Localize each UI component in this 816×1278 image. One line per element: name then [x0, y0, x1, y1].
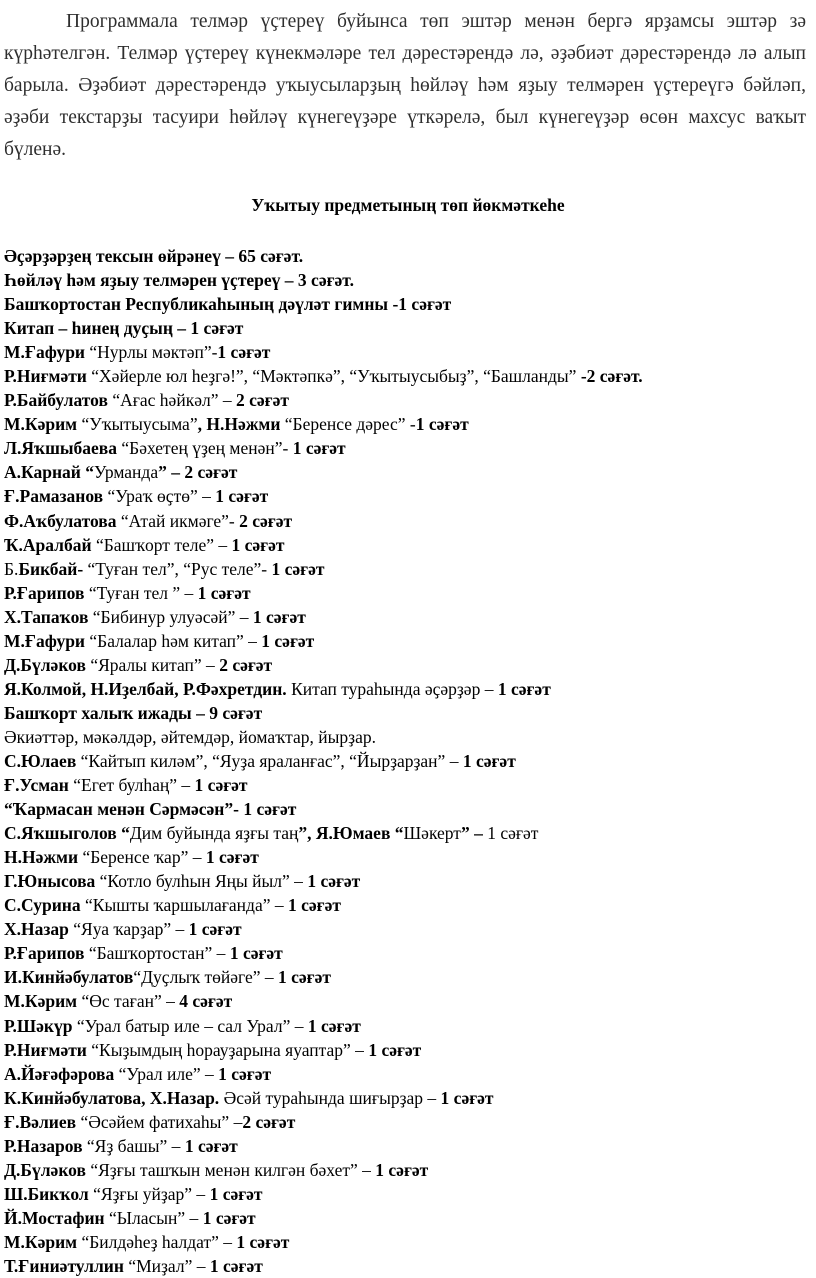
bold-text: С.Яҡшыголов “: [4, 823, 130, 844]
content-line: [4, 1014, 816, 1038]
bold-text: 1 сәғәт: [184, 1135, 238, 1156]
content-line: [4, 364, 816, 388]
section-heading: Уҡытыу предметының төп йөкмәткеһе: [251, 195, 565, 215]
bold-text: А.Йәғәфәрова: [4, 1063, 115, 1084]
content-line: [4, 989, 816, 1013]
bold-text: 1 сәғәт: [261, 630, 315, 651]
bold-text: 1 сәғәт: [375, 1159, 429, 1180]
bold-text: Ғ.Вәлиев: [4, 1111, 77, 1132]
regular-text: “Яуа ҡарҙар” –: [68, 919, 189, 940]
bold-text: 1 сәғәт: [229, 943, 283, 964]
bold-text: Башҡорт халыҡ ижады – 9 сәғәт: [4, 702, 263, 723]
bold-text: 1 сәғәт: [368, 1039, 422, 1060]
bold-text: 1 сәғәт: [209, 1183, 263, 1204]
bold-text: Бикбай-: [18, 558, 84, 579]
regular-text: “Уҡытыусыма”: [77, 414, 198, 435]
bold-text: 1 сәғәт: [188, 919, 242, 940]
bold-text: 1 сәғәт: [307, 1015, 361, 1036]
bold-text: 1 сәғәт: [292, 438, 346, 459]
bold-text: 2 сәғәт: [242, 1111, 296, 1132]
regular-text: “Бибинур улуәсәй” –: [88, 606, 253, 627]
content-line: [4, 821, 816, 845]
bold-text: Г.Юнысова: [4, 871, 96, 892]
regular-text: Дим буйында яҙғы таң: [129, 823, 299, 844]
bold-text: , Н.Нәжми: [197, 414, 281, 435]
regular-text: “Дуҫлыҡ төйәге” –: [133, 967, 278, 988]
bold-text: -2 сәғәт.: [580, 366, 643, 387]
bold-text: 1 сәғәт: [215, 486, 269, 507]
bold-text: Й.Мостафин: [4, 1207, 105, 1228]
regular-text: “Башҡорт теле” –: [91, 534, 232, 555]
content-line: [4, 292, 816, 316]
bold-text: Ф.Аҡбулатова: [4, 510, 117, 531]
regular-text: Б.: [4, 558, 19, 579]
bold-text: 1 сәғәт: [497, 678, 551, 699]
content-line: [4, 845, 816, 869]
content-line: [4, 605, 816, 629]
regular-text: “Егет булһаң” –: [68, 775, 195, 796]
regular-text: “Хәйерле юл һеҙгә!”, “Мәктәпкә”, “Уҡытыусыбыҙ”, “Башланды”: [86, 366, 581, 387]
content-line: [4, 436, 816, 460]
regular-text: “Яҙғы ташҡын менән килгән бәхет” –: [85, 1159, 376, 1180]
content-line: [4, 701, 816, 725]
content-line: [4, 869, 816, 893]
content-line: [4, 1110, 816, 1134]
bold-text: Р.Байбулатов: [4, 390, 108, 411]
bold-text: Т.Ғиниәтуллин: [4, 1255, 124, 1276]
regular-text: “Туған тел”, “Рус теле”-: [83, 558, 272, 579]
bold-text: Х.Тапаҡов: [4, 606, 89, 627]
bold-text: 1 сәғәт: [307, 871, 361, 892]
bold-text: 1 сәғәт: [218, 1063, 272, 1084]
content-line: [4, 797, 816, 821]
bold-text: М.Ғафури: [4, 342, 86, 363]
bold-text: М.Кәрим: [4, 414, 78, 435]
content-line: [4, 388, 816, 412]
regular-text: “Балалар һәм китап” –: [85, 630, 262, 651]
bold-text: 1 сәғәт: [202, 1207, 256, 1228]
bold-text: Башҡортостан Республикаһының дәүләт гимны -1 сәғәт: [4, 294, 452, 315]
bold-text: Р.Ғарипов: [4, 582, 85, 603]
content-line: [4, 893, 816, 917]
content-line: [4, 725, 816, 749]
bold-text: 2 сәғәт: [235, 390, 289, 411]
regular-text: “Өс таған” –: [77, 991, 180, 1012]
content-line: [4, 316, 816, 340]
bold-text: Ш.Бикҡол: [4, 1183, 89, 1204]
content-line: [4, 749, 816, 773]
content-line: [4, 653, 816, 677]
regular-text: Шәкерт: [403, 823, 461, 844]
content-line: [4, 1062, 816, 1086]
bold-text: 1 сәғәт: [197, 582, 251, 603]
bold-text: Р.Ғарипов: [4, 943, 85, 964]
regular-text: 1 сәғәт: [482, 823, 539, 844]
content-line: [4, 1158, 816, 1182]
bold-text: С.Юлаев: [4, 750, 77, 771]
content-line: [4, 244, 816, 268]
intro-paragraph: Программала телмәр үҫтереү буйынса төп эштәр менән бергә ярҙамсы эштәр зә күрһәтелгән. Телмәр үҫтереү күнекмәләре тел дәрестәрендә лә, әҙәбиәт дәрестәрендә лә алып барыла. Әҙәбиәт дәрестәрендә уҡыусыларҙың һөйләү һәм яҙыу телмәрен үҫтереүгә бәйләп, әҙәби текстарҙы тасуири һөйләү күнегеүҙәре үткәрелә, был күнегеүҙәр өсөн махсус ваҡыт бүленә.: [4, 11, 806, 160]
regular-text: “Башҡортостан” –: [84, 943, 230, 964]
bold-text: 1 сәғәт: [252, 606, 306, 627]
regular-text: “Яҙғы уйҙар” –: [88, 1183, 210, 1204]
bold-text: 1 сәғәт: [231, 534, 285, 555]
regular-text: “Туған тел ” –: [84, 582, 198, 603]
regular-text: “Котло булһын Яңы йыл” –: [95, 871, 308, 892]
bold-text: 1 сәғәт: [415, 414, 469, 435]
regular-text: “Нурлы мәктәп”-: [85, 342, 218, 363]
regular-text: Әкиәттәр, мәкәлдәр, әйтемдәр, йомаҡтар, йырҙар.: [4, 726, 376, 747]
bold-text: 1 сәғәт: [271, 558, 325, 579]
regular-text: “Яҙ башы” –: [82, 1135, 185, 1156]
content-line: [4, 1086, 816, 1110]
bold-text: 1 сәғәт: [205, 847, 259, 868]
regular-text: “Кыҙымдың һорауҙарына яуаптар” –: [86, 1039, 369, 1060]
content-list: [0, 244, 816, 1278]
bold-text: Һөйләү һәм яҙыу телмәрен үҫтереү – 3 сәғәт.: [4, 270, 354, 291]
content-line: [4, 1230, 816, 1254]
content-line: [4, 557, 816, 581]
regular-text: “Билдәһеҙ һалдат” –: [77, 1231, 237, 1252]
content-line: [4, 484, 816, 508]
regular-text: “Ыласын” –: [104, 1207, 203, 1228]
regular-text: “Кайтып килəм”, “Яуҙа яраланғас”, “Йырҙарҙан” –: [76, 750, 463, 771]
bold-text: Р.Шәкүр: [4, 1015, 73, 1036]
content-line: [4, 509, 816, 533]
bold-text: М.Ғафури: [4, 630, 86, 651]
regular-text: “Беренсе дәрес” -: [280, 414, 416, 435]
regular-text: “Кышты ҡаршылағанда” –: [80, 895, 288, 916]
bold-text: Я.Колмой, Н.Иҙелбай, Р.Фәхретдин.: [4, 678, 287, 699]
bold-text: Ҡ.Аралбай: [4, 534, 92, 555]
bold-text: Х.Назар: [4, 919, 69, 940]
bold-text: Әҫәрҙәрҙең тексын өйрәнеү – 65 сәғәт.: [4, 246, 304, 266]
bold-text: Р.Назаров: [4, 1135, 83, 1156]
bold-text: Р.Ниғмәти: [4, 1039, 87, 1060]
bold-text: ” –: [460, 823, 483, 844]
content-line: [4, 773, 816, 797]
content-line: [4, 412, 816, 436]
bold-text: Р.Ниғмәти: [4, 366, 87, 387]
content-line: [4, 1134, 816, 1158]
bold-text: Д.Бүләков: [4, 654, 86, 675]
bold-text: 2 сәғәт: [239, 510, 293, 531]
bold-text: Д.Бүләков: [4, 1159, 86, 1180]
bold-text: 1 сәғәт: [462, 750, 516, 771]
content-line: [4, 1182, 816, 1206]
bold-text: М.Кәрим: [4, 1231, 78, 1252]
regular-text: “Миҙал” –: [123, 1255, 210, 1276]
regular-text: “Ағас һәйкәл” –: [107, 390, 236, 411]
bold-text: 1 сәғәт: [194, 775, 248, 796]
bold-text: ” – 2 сәғәт: [158, 462, 238, 483]
content-line: [4, 581, 816, 605]
regular-text: “Атай икмәге”-: [116, 510, 240, 531]
regular-text: “Яралы китап” –: [85, 654, 220, 675]
bold-text: “Ҡармасан менән Сәрмәсән”- 1 сәғәт: [4, 799, 297, 820]
bold-text: 1 сәғәт: [209, 1255, 263, 1276]
content-line: [4, 965, 816, 989]
regular-text: “Ураҡ өҫтө” –: [103, 486, 216, 507]
content-line: [4, 1038, 816, 1062]
regular-text: Китап тураһында әҫәрҙәр –: [286, 678, 498, 699]
content-line: [4, 629, 816, 653]
regular-text: Урманда: [94, 462, 159, 483]
regular-text: “Урал иле” –: [114, 1063, 219, 1084]
bold-text: 1 сәғәт: [236, 1231, 290, 1252]
bold-text: Ғ.Усман: [4, 775, 69, 796]
bold-text: М.Кәрим: [4, 991, 78, 1012]
bold-text: Л.Яҡшыбаева: [4, 438, 117, 459]
bold-text: Ғ.Рамазанов: [4, 486, 104, 507]
content-line: [4, 1206, 816, 1230]
bold-text: И.Кинйәбулатов: [4, 967, 134, 988]
bold-text: 4 сәғәт: [179, 991, 233, 1012]
bold-text: 1 сәғәт: [217, 342, 271, 363]
bold-text: С.Сурина: [4, 895, 81, 916]
bold-text: Н.Нәжми: [4, 847, 79, 868]
bold-text: 2 сәғәт: [219, 654, 273, 675]
content-line: [4, 677, 816, 701]
content-line: [4, 941, 816, 965]
regular-text: “Әсәйем фатихаһы” –: [76, 1111, 243, 1132]
regular-text: “Урал батыр иле – сал Урал” –: [72, 1015, 308, 1036]
content-line: [4, 340, 816, 364]
regular-text: “Беренсе ҡар” –: [78, 847, 206, 868]
content-line: [4, 460, 816, 484]
content-line: [4, 268, 816, 292]
bold-text: А.Карнай “: [4, 462, 94, 483]
content-line: [4, 533, 816, 557]
regular-text: Әсәй тураһында шиғырҙар –: [219, 1087, 441, 1108]
bold-text: К.Кинйәбулатова, Х.Назар.: [4, 1087, 220, 1108]
bold-text: Китап – һинең дуҫың – 1 сәғәт: [4, 318, 244, 339]
bold-text: 1 сәғәт: [440, 1087, 494, 1108]
content-line: [4, 917, 816, 941]
bold-text: ”, Я.Юмаев “: [298, 823, 404, 844]
bold-text: 1 сәғәт: [288, 895, 341, 916]
bold-text: 1 сәғәт: [277, 967, 331, 988]
regular-text: “Бәхетең үҙең менән”-: [117, 438, 293, 459]
